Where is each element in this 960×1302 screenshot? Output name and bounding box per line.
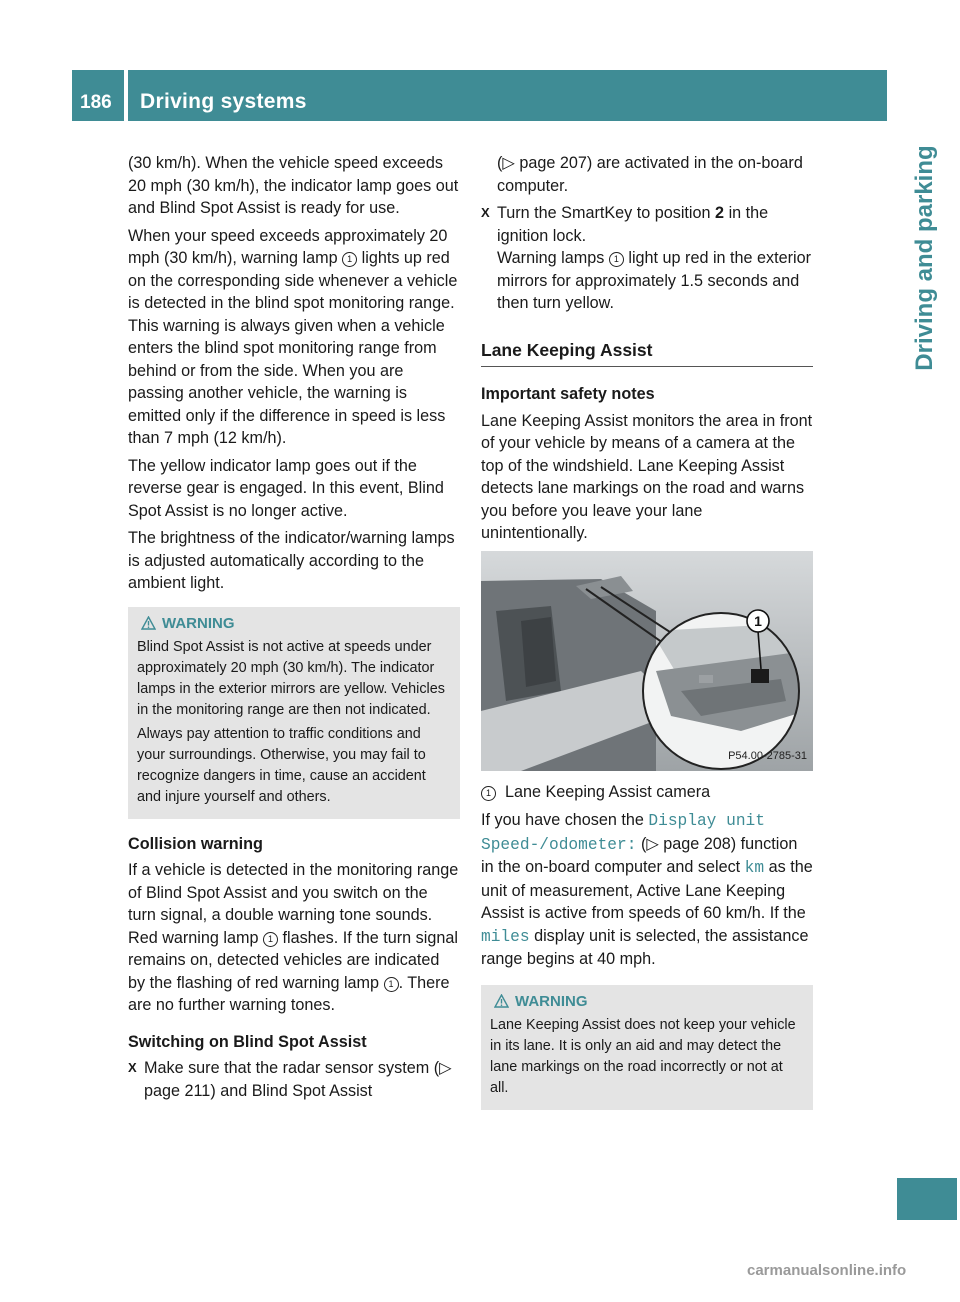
callout-1-icon: 1 — [481, 786, 496, 801]
warning-triangle-icon — [494, 994, 509, 1008]
paragraph: (▷ page 207) are activated in the on-board computer. — [497, 154, 803, 195]
callout-1-icon: 1 — [609, 252, 624, 267]
side-tab-label: Driving and parking — [911, 145, 938, 371]
safety-notes-heading: Important safety notes — [481, 385, 655, 403]
section-heading: Lane Keeping Assist — [481, 339, 813, 368]
step-bullet-icon: X — [128, 1060, 137, 1075]
left-column — [128, 152, 460, 1107]
warning-triangle-icon — [141, 616, 156, 630]
side-tab-marker — [897, 1178, 957, 1220]
instruction-step: X Make sure that the radar sensor system (▷ page 211) and Blind Spot Assist — [128, 1059, 452, 1100]
page-header — [72, 70, 887, 121]
page-number-box — [72, 70, 124, 121]
paragraph: When your speed exceeds approximately 20 mph (30 km/h), warning lamp 1 lights up red on the corresponding side whenever a vehicle is detected in the blind spot monitoring range. This warning is always given when a vehicle enters the blind spot monitoring range from behind or from the side. When you are passing another vehicle, the warning is emitted only if the difference in speed is less than 7 mph (12 km/h). — [128, 226, 458, 447]
paragraph: If a vehicle is detected in the monitoring range of Blind Spot Assist and you switch on the turn signal, a double warning tone sounds. Red warning lamp 1 flashes. If the turn signal remains on, detected vehicles are indicated by the flashing of red warning lamp 1 . There are no further warning tones. — [128, 861, 459, 1014]
display-setting-name: Display unit Speed-/odometer: — [481, 812, 765, 854]
paragraph: The brightness of the indicator/warning lamps is adjusted automatically according to the ambient light. — [128, 529, 455, 592]
warning-heading: WARNING — [137, 613, 451, 634]
figure-code: P54.00-2785-31 — [728, 750, 807, 762]
step-bullet-icon: X — [481, 205, 490, 220]
car-interior-illustration — [481, 551, 813, 771]
figure-callout-1: 1 — [754, 612, 762, 629]
watermark: carmanualsonline.info — [747, 1262, 907, 1279]
callout-1-icon: 1 — [342, 252, 357, 267]
warning-heading: WARNING — [490, 991, 804, 1012]
paragraph: The yellow indicator lamp goes out if the reverse gear is engaged. In this event, Blind Spot Assist is no longer active. — [128, 456, 444, 520]
paragraph: (30 km/h). When the vehicle speed exceeds 20 mph (30 km/h), the indicator lamp goes out and Blind Spot Assist is ready for use. — [128, 154, 459, 217]
lane-assist-camera-figure — [481, 551, 813, 771]
warning-text: Always pay attention to traffic conditions and your surroundings. Otherwise, you may fail to recognize dangers in time, cause an accident and injure yourself and others. — [137, 725, 426, 805]
callout-1-icon: 1 — [263, 932, 278, 947]
chapter-title: Driving systems — [140, 90, 307, 113]
page-number: 186 — [80, 92, 112, 113]
warning-box — [128, 607, 460, 819]
chapter-title-box — [128, 70, 887, 121]
warning-text: Lane Keeping Assist does not keep your vehicle in its lane. It is only an aid and may detect the lane markings on the road incorrectly or not at all. — [490, 1016, 796, 1096]
warning-text: Blind Spot Assist is not active at speeds under approximately 20 mph (30 km/h). The indicator lamps in the exterior mirrors are yellow. Vehicles in the monitoring range are then not indicated. — [137, 638, 445, 718]
warning-box — [481, 985, 813, 1110]
instruction-step: X Turn the SmartKey to position 2 in the ignition lock. Warning lamps 1 light up red in the exterior mirrors for approximately 1.5 seconds and then turn yellow. — [481, 204, 812, 312]
paragraph: Lane Keeping Assist monitors the area in front of your vehicle by means of a camera at the top of the windshield. Lane Keeping Assist detects lane markings on the road and warns you before you leave your lane unintentionally. — [481, 411, 813, 542]
unit-km: km — [744, 859, 765, 877]
paragraph: If you have chosen the Display unit Speed-/odometer: (▷ page 208) function in the on-board computer and select km as the unit of measurement, Active Lane Keeping Assist is active from speeds of 60 km/h. If the miles display unit is selected, the assistance range begins at 40 mph. — [481, 811, 813, 968]
right-column — [481, 152, 813, 1124]
switching-on-heading: Switching on Blind Spot Assist — [128, 1032, 367, 1051]
collision-warning-heading: Collision warning — [128, 834, 263, 853]
callout-1-icon: 1 — [384, 977, 399, 992]
unit-miles: miles — [481, 927, 530, 946]
figure-caption: 1 Lane Keeping Assist camera — [481, 781, 813, 804]
